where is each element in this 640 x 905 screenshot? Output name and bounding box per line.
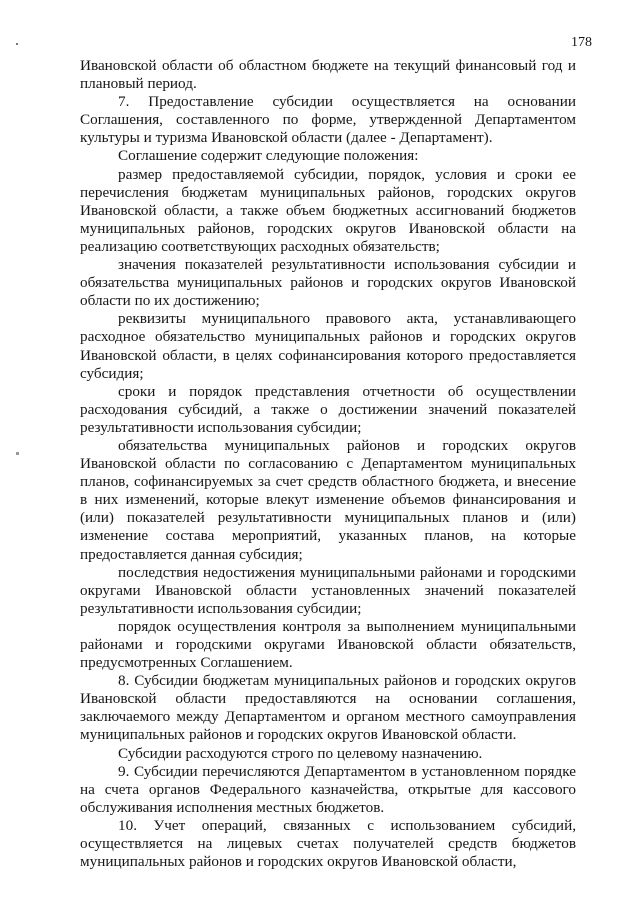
paragraph-continuation: Ивановской области об областном бюджете на текущий финансовый год и плановый период. <box>80 57 576 93</box>
paragraph-target-use: Субсидии расходуются строго по целевому назначению. <box>118 744 483 762</box>
paragraph-agreement-intro: Соглашение содержит следующие положения: <box>118 147 419 165</box>
paragraph-provision-control: порядок осуществления контроля за выполнением муниципальными районами и городскими округами Ивановской области обязательств, предусмотренных Соглашением. <box>80 617 576 672</box>
page-number: 178 <box>571 35 592 50</box>
paragraph-item-10: 10. Учет операций, связанных с использованием субсидий, осуществляется на лицевых счетах получателей средств бюджетов муниципальных районов и городских округов Ивановской области, <box>80 816 576 871</box>
paragraph-provision-legal-act: реквизиты муниципального правового акта, устанавливающего расходное обязательство муниципальных районов и городских округов Ивановской области, в целях софинансирования которого предоставляется субсидия; <box>80 310 576 382</box>
paragraph-item-7: 7. Предоставление субсидии осуществляется на основании Соглашения, составленного по форме, утвержденной Департаментом культуры и туризма Ивановской области (далее - Департамент). <box>80 93 576 147</box>
paragraph-item-8: 8. Субсидии бюджетам муниципальных районов и городских округов Ивановской области предоставляются на основании соглашения, заключаемого между Департаментом и органом местного самоуправления муниципальных районов и городских округов Ивановской области. <box>80 672 576 744</box>
paragraph-provision-size: размер предоставляемой субсидии, порядок, условия и сроки ее перечисления бюджетам муниципальных районов, городских округов Ивановской области, а также объем бюджетных ассигнований бюджетов муниципальных районов, городских округов Ивановской области на реализацию соответствующих расходных обязательств; <box>80 165 576 255</box>
paragraph-item-9: 9. Субсидии перечисляются Департаментом в установленном порядке на счета органов Федерального казначейства, открытые для кассового обслуживания исполнения местных бюджетов. <box>80 762 576 816</box>
paragraph-provision-obligations: обязательства муниципальных районов и городских округов Ивановской области по согласованию с Департаментом муниципальных планов, софинансируемых за счет средств областного бюджета, и внесение в них изменений, которые влекут изменение объемов финансирования и (или) показателей результативности муниципальных планов и (или) изменение состава мероприятий, указанных планов, на которые предоставляется данная субсидия; <box>80 436 576 563</box>
scan-dot <box>16 43 18 45</box>
document-body <box>80 57 576 871</box>
paragraph-provision-consequences: последствия недостижения муниципальными районами и городскими округами Ивановской области установленных значений показателей результативности использования субсидии; <box>80 563 576 617</box>
scan-dot <box>16 452 19 455</box>
paragraph-provision-reporting: сроки и порядок представления отчетности об осуществлении расходования субсидий, а также о достижении значений показателей результативности использования субсидии; <box>80 382 576 436</box>
paragraph-provision-indicators: значения показателей результативности использования субсидии и обязательства муниципальных районов и городских округов Ивановской области по их достижению; <box>80 256 576 310</box>
